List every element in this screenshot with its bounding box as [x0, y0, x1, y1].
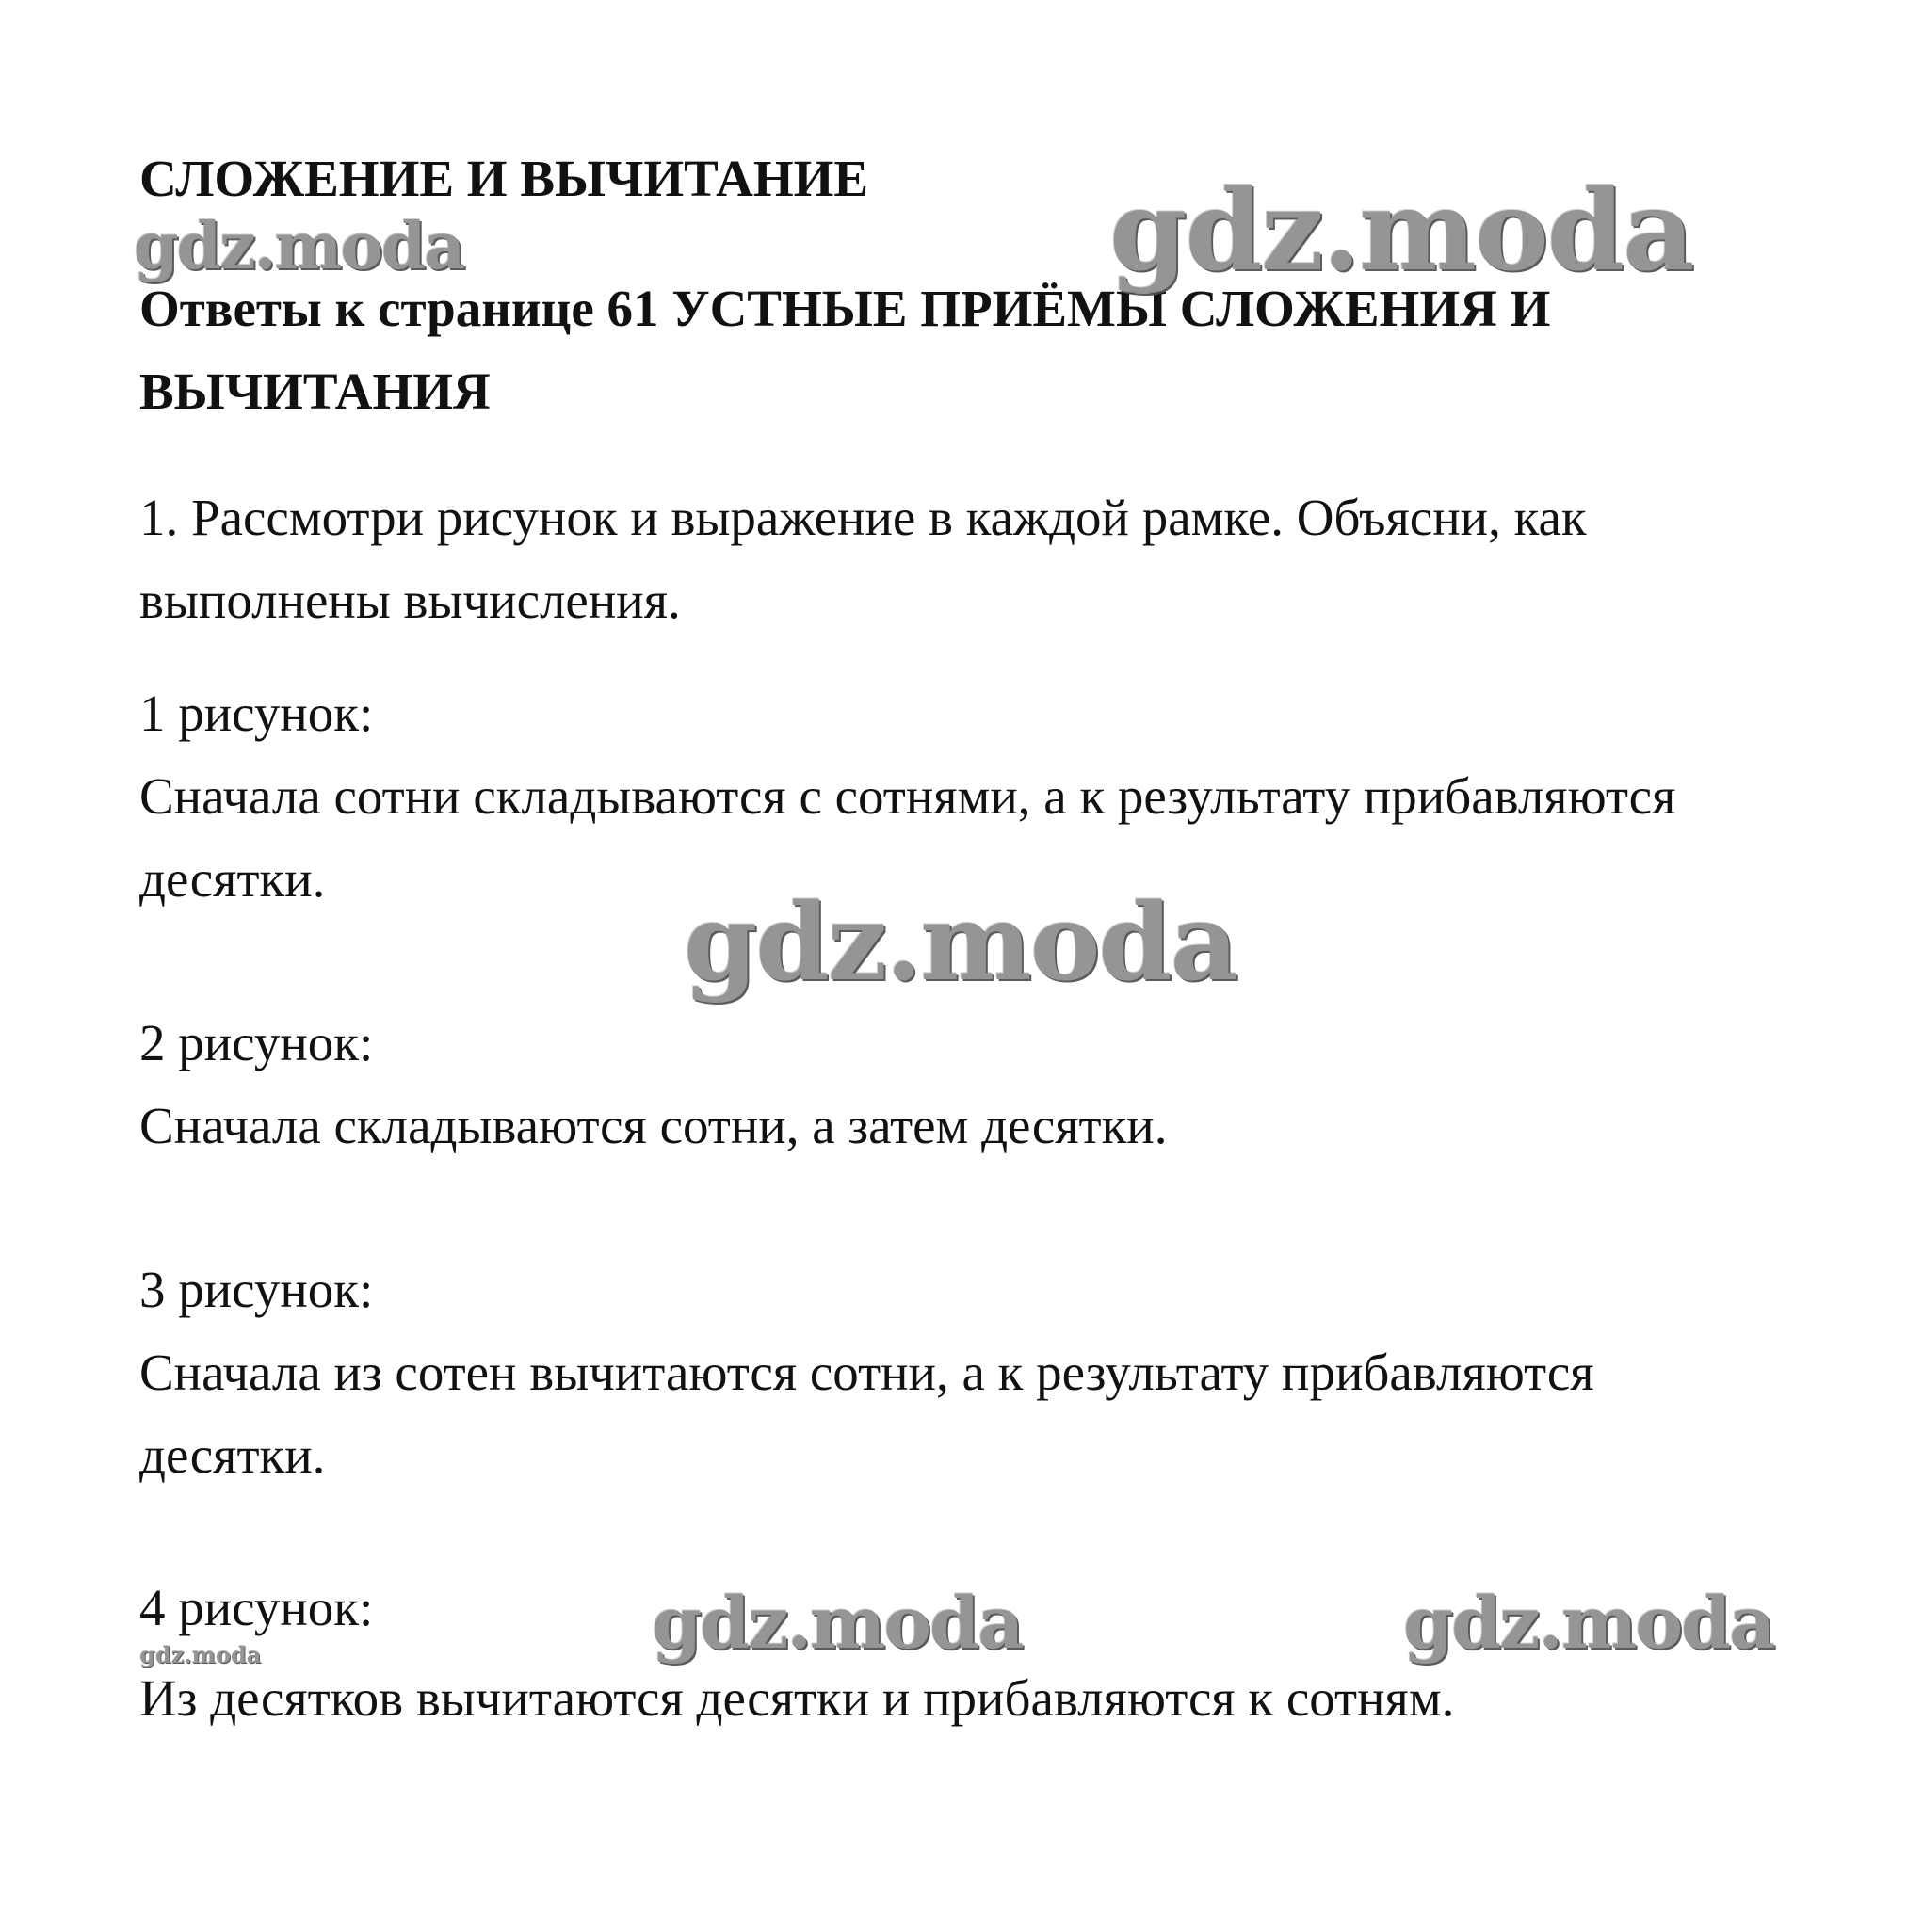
answer-1-text-line-1: Сначала сотни складываются с сотнями, а к результату прибавляются	[139, 767, 1676, 825]
watermark: gdz.moda	[684, 881, 1237, 1005]
watermark: gdz.moda	[134, 209, 464, 284]
section-title: СЛОЖЕНИЕ И ВЫЧИТАНИЕ	[139, 150, 869, 207]
answer-4-label: 4 рисунок:	[139, 1579, 374, 1636]
answer-3-label: 3 рисунок:	[139, 1261, 374, 1318]
task-text-line-1: 1. Рассмотри рисунок и выражение в каждой рамке. Объясни, как	[139, 489, 1587, 546]
watermark: gdz.moda	[139, 1641, 262, 1668]
answer-3-text-line-2: десятки.	[139, 1426, 326, 1484]
answer-1-text-line-2: десятки.	[139, 850, 326, 908]
answer-3-text-line-1: Сначала из сотен вычитаются сотни, а к результату прибавляются	[139, 1344, 1594, 1401]
answer-2-text-line-1: Сначала складываются сотни, а затем десятки.	[139, 1097, 1168, 1154]
answer-4-text-line-1: Из десятков вычитаются десятки и прибавляются к сотням.	[139, 1669, 1455, 1727]
watermark: gdz.moda	[1109, 165, 1693, 296]
answer-2-label: 2 рисунок:	[139, 1014, 374, 1071]
answer-1-label: 1 рисунок:	[139, 684, 374, 742]
watermark: gdz.moda	[652, 1581, 1023, 1665]
answers-title-line-2: ВЫЧИТАНИЯ	[139, 362, 491, 420]
task-text-line-2: выполнены вычисления.	[139, 572, 681, 629]
answers-title-line-1: Ответы к странице 61 УСТНЫЕ ПРИЁМЫ СЛОЖЕНИЯ И	[139, 280, 1551, 337]
watermark: gdz.moda	[1403, 1581, 1774, 1665]
